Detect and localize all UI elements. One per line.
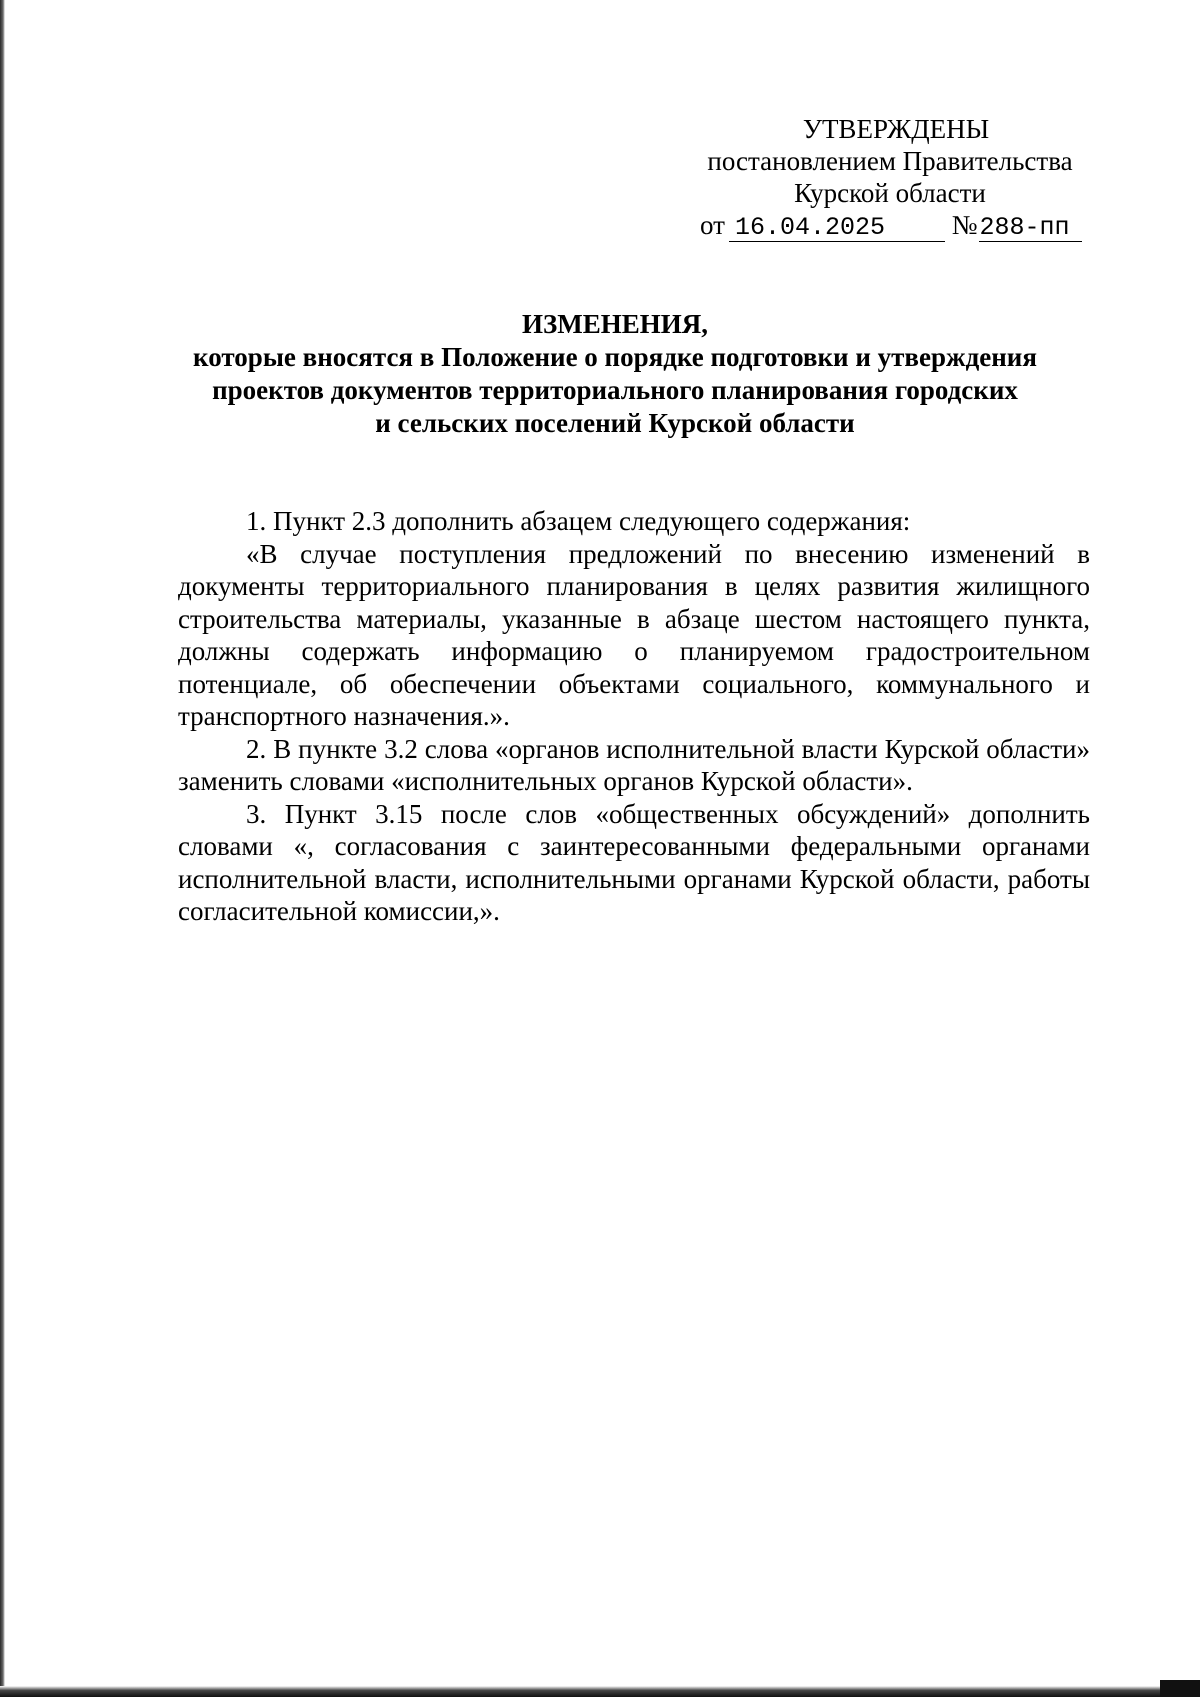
- approval-region: Курской области: [794, 178, 986, 208]
- approval-heading: УТВЕРЖДЕНЫ: [802, 114, 990, 144]
- paragraph-2: «В случае поступления предложений по внесению изменений в документы территориального планирования в целях развития жилищного строительства материалы, указанные в абзаце шестом настоящего пункта, должны содержать информацию о планируемом градостроительном потенциале, об обеспечении объектами социального, коммунального и транспортного назначения.».: [178, 538, 1090, 731]
- paragraph-4: 3. Пункт 3.15 после слов «общественных обсуждений» дополнить словами «, согласования с заинтересованными федеральными органами исполнительной власти, исполнительными органами Курской области, работы согласительной комиссии,».: [178, 798, 1090, 926]
- title-line-4: и сельских поселений Курской области: [375, 408, 855, 438]
- date-prefix: от: [700, 210, 725, 240]
- document-title: [150, 308, 1080, 440]
- number-value: 288-пп: [979, 215, 1082, 242]
- approval-block: [690, 113, 1090, 242]
- scan-left-edge: [0, 0, 5, 1697]
- document-body: [178, 505, 1090, 928]
- title-line-2: которые вносятся в Положение о порядке подготовки и утверждения: [193, 342, 1037, 372]
- approval-date-line: [690, 209, 1090, 242]
- scan-corner-mark: [1160, 1680, 1200, 1697]
- scan-bottom-edge: [0, 1686, 1200, 1697]
- number-prefix: №: [951, 210, 978, 240]
- date-value: 16.04.2025: [729, 215, 945, 242]
- title-line-3: проектов документов территориального планирования городских: [212, 375, 1018, 405]
- approval-authority: постановлением Правительства: [707, 146, 1073, 176]
- paragraph-1: 1. Пункт 2.3 дополнить абзацем следующего содержания:: [246, 506, 911, 536]
- paragraph-3: 2. В пункте 3.2 слова «органов исполнительной власти Курской области» заменить словами «исполнительных органов Курской области».: [178, 733, 1090, 796]
- title-main: ИЗМЕНЕНИЯ,: [521, 309, 708, 339]
